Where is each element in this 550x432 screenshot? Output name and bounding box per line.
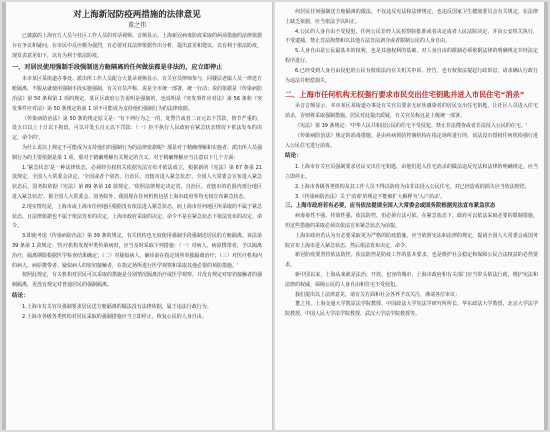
section2-conclusion: 1.上海市有关官员强制要求居民交出住宅钥匙、由他们进入住宅消杀的做法违反宪法和法律的明确规定，应当立即停止。 (285, 164, 538, 180)
section1-paragraph: 为什么说以上规定不可能成为支持他们的强制行为的法律依据呢？那是对于精确理解和实施者，派出所人员强制行为的主要依据是第 1 项，那对于精确理解有关规定的含义，对于精确理解应当注意以下几个方面： (12, 144, 263, 161)
section2-paragraph: 《宪法》第 39 条规定：'中华人民共和国公民的住宅不受侵犯。禁止非法搜查或者非法侵入公民的住宅。' (295, 122, 528, 129)
continuation-paragraph: 6.已经受到人身自由侵犯的公民有权依法向有关机关申诉、控告，也有权依法提起行政诉讼，请求确认行政行为违法并赔偿损失。 (285, 67, 538, 84)
section2-paragraph: 《传染病防治法》规定的消毒措施，是由疾病预防控制机构在指定场所进行的，该法没有授权任何机构强行进入公民住宅进行消毒。 (285, 132, 538, 149)
section1-heading: 一、对居民使用强制手段强制送方舱隔离的任何做法都是非法的，应立即停止 (12, 64, 223, 72)
section1-paragraph: 《传染病防治法》第 50 条的规定原文是：'有下列行为之一的，处警告或者二百元以下罚款，情节严重的，处五日以上十日以下拘留，可以并处五百元以下罚款：（一）拒不执行人民政府在紧急状态情况下依法发布的决定、命令的'。 (12, 115, 262, 142)
section2-conclusion: 2.上海市各级各类机构及其工作人员不得以防疫为由非法侵入公民住宅，对已经造成的损失应当依法赔偿。 (295, 183, 530, 190)
section3-heading: 三、上海市政府若有必要，应当依法提请全国人大常委会或国务院根据宪法宣布紧急状态 (285, 203, 496, 210)
section2-heading: 二、上海市任何机构无权强行要求市民交出住宅钥匙并进入市民住宅“消杀” (285, 90, 525, 100)
document-title: 对上海新冠防疫两措施的法律意见 (73, 10, 201, 20)
section1-paragraph: 3.即使考虑《传染病防治法》第 39 条的规定，有关机构也无权使用强制手段强制送居民的方舱隔离。该法第 39 条第 1 款规定：'医疗机构发现甲类传染病时，应当及时采取下列措施：（一）对病人、病原携带者，予以隔离治疗，隔离期限根据医学检查结果确定；（二）对疑似病人，确诊前在指定场所单独隔离治疗；（三）对医疗机构内的病人、病原携带者、疑似病人的密切接触者，在指定场所进行医学观察和采取其他必要的预防措施。' (12, 233, 263, 269)
section1-conclusion-label: 结论： (12, 292, 29, 299)
right-page (275, 2, 548, 430)
continuation-paragraph: 5.人身自由是公民最基本的权利，也是其他权利的基础，对人身自由的限制必须依据法律的明确规定并经法定程序进行。 (285, 48, 538, 64)
intro-paragraph: 已披露的上海官方人员与社区工作人员的对话视频、音频显示，上海新冠病毒防疫采取的两项措施的法律依据存在争议和疑问，在市民中反应颇为强烈，有必要对其法律依据作出分析，提出意见和建议，以有利于依法防疫。现发表意见如下，以有为利于依法防疫。 (12, 33, 263, 59)
section1-paragraph: 按照此规定，有关机构对居民可以采取的措施是分别情况隔离治疗或医学观察，并没有规定对密切接触者的强制隔离，更没有规定对普通居民的强制隔离。 (12, 272, 263, 289)
section3-paragraph: 新冠防疫要坚持依法防控，依法防控是防疫工作的基本要求，也是维护社会稳定和保障公民合法权益的必然要求。 (285, 252, 538, 269)
section1-conclusion: 1.上海市有关官员强制要求居民送方舱隔离的做法没有法律依据，属于违法行政行为。 (22, 303, 212, 310)
section1-conclusion: 2.上海市各级各类机构对居民采取的强制措施应当立即停止，恢复公民的人身自由。 (22, 313, 207, 320)
section3-paragraph: 上海市政府若认为有必要采取更为严格的防疫措施，应当依照宪法和法律的规定，提请全国人大常委会或国务院宣布上海市进入紧急状态，然后依法发布决定、命令。 (285, 232, 538, 249)
section2-paragraph: 录音音频显示，本市某区某街道办事处有关官员要求无症状感染者的居民交出住宅钥匙，让社区人员进入住宅消杀，否则将采取强制措施。居民对此提出质疑，有关官员称这是上级统一部署。 (285, 103, 538, 120)
section1-paragraph: 2.现实情况是，上海市或上海市任何地区根据没有依法进入紧急状态，而上海市任何地区所采取的不属于紧急状态，且法律依据也不属于依法发布的决定。上海市政府采取的决定、命令不是在紧急状态下依法发布的决定、命令。 (12, 203, 263, 230)
section3-paragraph: 新中国以来，上海从来就是法治、开放、包容的城市，上海市政府和有关部门应当带头依法行政，维护宪法和法律的权威，保障公民的人身自由和住宅不受侵犯。 (285, 271, 538, 288)
continuation-paragraph: 何居民任何强制送方舱隔离的做法，不仅违反宪法和法律规定，也违反国家卫生健康委员会有关规定，在法律上缺乏依据，应当依法予以纠正。 (285, 9, 538, 25)
section1-paragraph: 本市某区某街道办事处、派出所工作人员配合大量录视频显示，有关官员律师参与，同楼层老媪人员一律送方舱隔离，不服从就使用强制手段实施强制，有关官员声称，说是全市统一部署，统一行动；说的依据是《传染病防治法》第 50 条和第 1 项的规定，某区区政府公告说明是强制的，也说明是《突发事件应对法》第 56 条和《突发事件应对法》第 50 条规定的第 1 项不可能成为支持他们强制行为的法律依据。 (12, 76, 263, 112)
page-margin-bar (544, 2, 548, 430)
section3-paragraph: 病毒毒性不强，传染性强，依法防控，但必须有法可依。在紧急状态下，政府可以依法采取必要的限制措施，但这些措施的采取必须以依法宣布紧急状态为前提。 (285, 213, 538, 229)
section1-paragraph: 1.'紧急状态'是一种法律状态，必须经有权机关依据宪法宣布才依法成立，根据新的《宪法》第 67 条第 21 款规定，全国人大常委会决定，'全国或者个别省、自治区、直辖市进入紧急状态'。全国人大常委会宣布进入紧急状态后，国务院依据《宪法》第 89 条第 16 款规定，'依照法律规定决定省、自治区、直辖市的范围内部分地区进入紧急状态'。据全国人大常委会、国务院外，我国现在任何机构包括上海市政府等均无权宣布紧急状态。 (12, 164, 262, 200)
page-margin-bar (2, 2, 6, 430)
continuation-paragraph: 4.公民的人身自由不受侵犯，任何公民非经人民检察院批准或者决定或者人民法院决定，并由公安机关执行，不受逮捕。禁止非法拘禁和以其他方法非法剥夺或者限制公民的人身自由。 (285, 28, 538, 45)
section2-conclusion-label: 结论： (285, 153, 302, 160)
signatories-paragraph: 董之伟，上海交通大学凯原法学院教授、中国政法大学宪法学研究所所长、华东政法大学教授、北京大学法学院教授、中国人民大学法学院教授、武汉大学法学院教授等。 (285, 301, 538, 318)
left-page (2, 2, 273, 430)
document-author: 董之伟 (127, 22, 146, 29)
closing-paragraph: 我们提出以上法律意见，请有关方面和社会各界予以关注，谨请各位审议： (295, 291, 461, 298)
section2-conclusion: 3.《传染病防治法》关于'消毒'的规定不能被扩大解释为'入户消杀'。 (295, 193, 446, 200)
